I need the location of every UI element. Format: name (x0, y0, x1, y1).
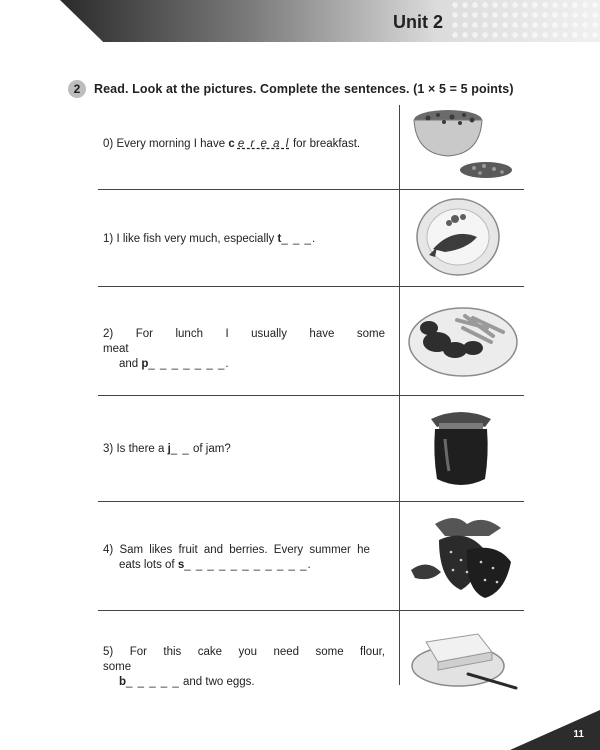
item-text: For lunch I usually have some meat (103, 328, 385, 355)
answer-blanks[interactable]: _ _ _ _ _ (126, 676, 180, 688)
item-text: of jam? (193, 443, 231, 455)
item-text: Sam likes fruit and berries. Every summer he (119, 544, 370, 556)
item-text: . (307, 559, 311, 571)
task-instruction: Read. Look at the pictures. Complete the sentences. (1 × 5 = 5 points) (94, 82, 514, 96)
answer-blanks[interactable]: _ _ _ _ _ _ _ _ _ _ _ (184, 559, 308, 571)
sentence-item-0 (103, 137, 385, 152)
item-label: 1) (103, 233, 114, 245)
first-letter: t (277, 233, 282, 245)
item-text: . (225, 358, 229, 370)
sentence-item-4 (103, 543, 385, 573)
item-text: and two eggs. (183, 676, 255, 688)
butter-dish-picture (408, 622, 520, 694)
item-label: 2) (103, 328, 114, 340)
answer-letters: e r e a l (237, 138, 290, 150)
sentence-item-3 (103, 442, 385, 457)
jam-jar-picture (425, 405, 497, 491)
first-letter: p (141, 358, 149, 370)
cereal-bowl-picture (408, 108, 518, 186)
header-dot-pattern (450, 0, 600, 42)
item-label: 0) (103, 138, 114, 150)
task-heading (68, 78, 538, 100)
sentence-item-2 (103, 327, 385, 372)
item-text: for breakfast. (292, 138, 361, 150)
first-letter: b (119, 676, 127, 688)
item-text: . (311, 233, 316, 245)
item-label: 4) (103, 544, 114, 556)
first-letter: c (228, 138, 235, 150)
item-label: 5) (103, 646, 114, 658)
page-number: 11 (573, 729, 584, 740)
task-number-badge: 2 (68, 80, 86, 98)
strawberries-picture (405, 510, 523, 602)
item-text: I like fish very much, especially (116, 233, 275, 245)
first-letter: j (167, 443, 171, 455)
first-letter: s (177, 559, 185, 571)
row-divider (98, 189, 524, 190)
item-text: Every morning I have (116, 138, 226, 150)
row-divider (98, 610, 524, 611)
row-divider (98, 395, 524, 396)
item-text: Is there a (116, 443, 165, 455)
fish-plate-picture (415, 197, 501, 277)
item-text: eats lots of (119, 559, 175, 571)
answer-blanks[interactable]: _ _ (170, 443, 190, 455)
answer-blanks[interactable]: _ _ _ _ _ _ _ (148, 358, 226, 370)
unit-title: Unit 2 (393, 12, 444, 32)
row-divider (98, 286, 524, 287)
sentence-item-1 (103, 232, 385, 247)
row-divider (98, 501, 524, 502)
item-label: 3) (103, 443, 114, 455)
sentence-item-5 (103, 645, 385, 690)
pasta-meat-plate-picture (407, 298, 519, 380)
item-text: and (119, 358, 139, 370)
item-text: For this cake you need some flour, some (103, 646, 385, 673)
answer-blanks[interactable]: _ _ _ (281, 233, 312, 245)
